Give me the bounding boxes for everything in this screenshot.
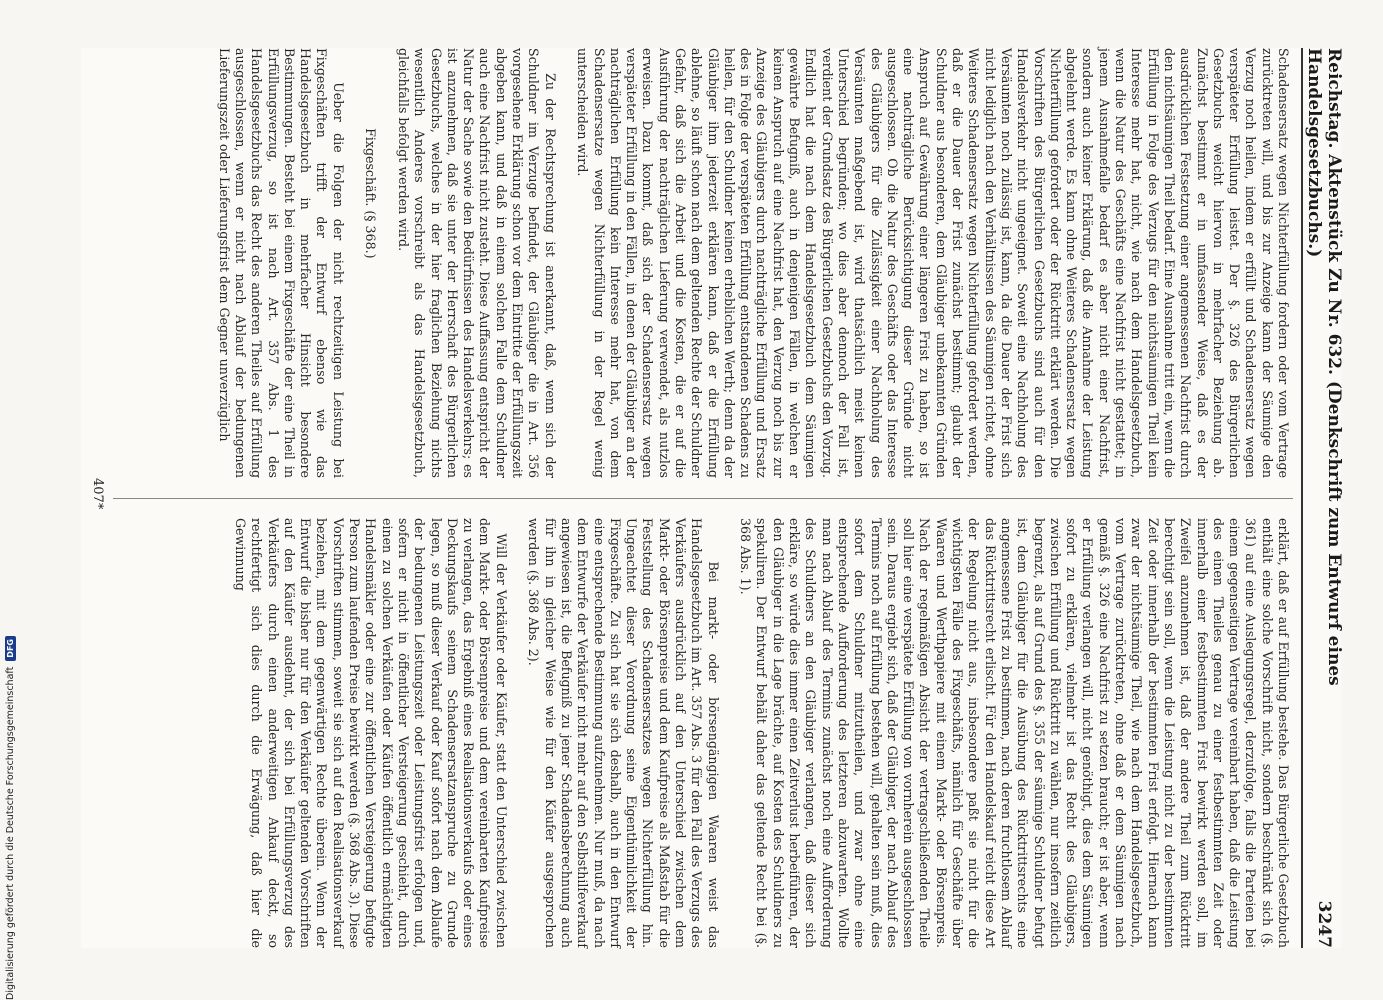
header-title: Reichstag. Aktenstück Zu Nr. 632. (Denkschrift zum Entwurf eines Handelsgesetzbuchs.) — [1304, 48, 1344, 686]
text-column-left: Schadensersatz wegen Nichterfüllung fordern oder vom Vertrage zurücktreten will, und bis zur Anzeige kann der Säumige den Verzug noch heilen, indem er erfüllt und Schadensersatz wegen verspäteter Erfüllung leistet. Der §. 326 des Bürgerlichen Gesetzbuchs weicht hiervon in mehrfacher Beziehung ab. Zunächst bestimmt er in umfassender Weise, daß es der ausdrücklichen Festsetzung einer angemessenen Nachfrist durch den nichtsäumigen Theil bedarf. Eine Ausnahme tritt ein, wenn die Erfüllung in Folge des Verzugs für den nichtsäumigen Theil kein Interesse mehr hat, nicht, wie nach dem Handelsgesetzbuch, wenn die Natur des Geschäfts eine Nachfrist nicht gestattet; in jenem Ausnahmefalle bedarf es aber nicht einer Nachfrist, sondern auch keiner Erklärung, daß die Annahme der Leistung abgelehnt werde. Es kann ohne Weiteres Schadensersatz wegen Nichterfüllung gefordert oder der Rücktritt erklärt werden. Die Vorschriften des Bürgerlichen Gesetzbuchs sind auch für den Handelsverkehr nicht ungeeignet. Soweit eine Nachholung des Versäumten noch zulässig ist, kann, da die Dauer der Frist sich nicht lediglich nach den Verhältnissen des Säumigen richtet, ohne Weiteres Schadensersatz wegen Nichterfüllung gefordert werden, daß er die Dauer der Frist zunächst bestimmt; glaubt der Schuldner aus besonderen, dem Gläubiger unbekannten Gründen Anspruch auf Gewährung einer längeren Frist zu haben, so ist eine nachträgliche Berücksichtigung dieser Gründe nicht ausgeschlossen. Ob die Natur des Geschäfts oder das Interesse des Gläubigers für die Zulässigkeit einer Nachholung des Versäumten maßgebend ist, wird thatsächlich meist keinen Unterschied begründen; wo dies aber dennoch der Fall ist, verdient der Grundsatz des Bürgerlichen Gesetzbuchs den Vorzug. Endlich hat die nach dem Handelsgesetzbuch dem Säumigen gewährte Befugniß, auch in denjenigen Fällen, in welchen er keinen Anspruch auf eine Nachfrist hat, den Verzug noch bis zur Anzeige des Gläubigers durch nachträgliche Erfüllung und Ersatz des in Folge der verspäteten Erfüllung entstandenen Schadens zu heilen, für den Schuldner keinen erheblichen Werth; denn da der Gläubiger ihm jederzeit erklären kann, daß er die Erfüllung ablehne, so läuft schon nach dem geltenden Rechte der Schuldner Gefahr, daß sich die Arbeit und die Kosten, die er auf die Ausführung der nachträglichen Lieferung verwendet, als nutzlos erweisen. Dazu kommt, daß sich der Schadensersatz wegen verspäteter Erfüllung in den Fällen, in denen der Gläubiger an der nachträglichen Erfüllung kein Interesse mehr hat, von dem Schadensersatze wegen Nichterfüllung in der Regel wenig unterscheiden wird. Zu der Rechtsprechung ist anerkannt, daß, wenn sich der Schuldner im Verzuge befindet, der Gläubiger die in Art. 356 vorgesehene Erklärung schon vor dem Eintritte der Erfüllungszeit abgeben kann, und daß in einem solchen Falle dem Schuldner auch eine Nachfrist nicht zusteht. Diese Auffassung entspricht der Natur der Sache sowie den Bedürfnissen des Handelsverkehrs; es ist anzunehmen, daß sie unter der Herrschaft des Bürgerlichen Gesetzbuchs, welches in der hier fraglichen Beziehung nichts wesentlich Anderes vorschreibt als das Handelsgesetzbuch, gleichfalls befolgt werden wird. Fixgeschäft. (§ 368.) Ueber die Folgen der nicht rechtzeitigen Leistung bei Fixgeschäften trifft der Entwurf ebenso wie das Handelsgesetzbuch in mehrfacher Hinsicht besondere Bestimmungen. Besteht bei einem Fixgeschäfte der eine Theil in Erfüllungsverzug, so ist nach Art. 357 Abs. 1 des Handelsgesetzbuchs das Recht des anderen Theiles auf Erfüllung ausgeschlossen, wenn er nicht nach Ablauf der bedungenen Lieferungszeit oder Lieferungsfrist dem Gegner unverzüglich — [216, 48, 1291, 478]
column-divider — [113, 498, 1293, 499]
text-column-right: erklärt, daß er auf Erfüllung bestehe. Das Bürgerliche Gesetzbuch enthält eine solche Vorschrift nicht, sondern beschränkt sich (§. 361) auf eine Auslegungsregel, derzufolge, falls die Parteien bei einem gegenseitigen Vertrage vereinbart haben, daß die Leistung des einen Theiles genau zu einer festbestimmten Zeit oder innerhalb einer festbestimmten Frist bewirkt werden soll, im Zweifel anzunehmen ist, daß der andere Theil zum Rücktritt berechtigt sein soll, wenn die Leistung nicht zu der bestimmten Zeit oder innerhalb der bestimmten Frist erfolgt. Hiernach kann zwar der nichtsäumige Theil, wie nach dem Handelsgesetzbuch, vom Vertrage zurücktreten, ohne daß er dem Säumigen nach gemäß §. 326 eine Nachfrist zu setzen braucht; er ist aber, wenn er Erfüllung verlangen will, nicht genöthigt, dies dem Säumigen sofort zu erklären, vielmehr ist das Recht des Gläubigers, zwischen Erfüllung und Rücktritt zu wählen, nur insofern zeitlich begrenzt, als auf Grund des §. 355 der säumige Schuldner befugt ist, dem Gläubiger für die Ausübung des Rücktrittsrechts eine angemessene Frist zu bestimmen, nach deren fruchtlosem Ablauf das Rücktrittsrecht erlischt. Für den Handelskauf reicht diese Art der Regelung nicht aus, insbesondere paßt sie nicht für die wichtigsten Fälle des Fixgeschäfts, nämlich für Geschäfte über Waaren und Werthpapiere mit einem Markt- oder Börsenpreis. Nach der regelmäßigen Absicht der vertragschließenden Theile soll hier eine verspätete Erfüllung von vornherein ausgeschlossen sein. Daraus ergiebt sich, daß der Gläubiger, der nach Ablauf des Termins noch auf Erfüllung bestehen will, gehalten sein muß, dies sofort dem Schuldner mitzutheilen, und zwar ohne eine entsprechende Aufforderung des letzteren abzuwarten. Wollte man nach Ablauf des Termins zunächst noch eine Aufforderung des Schuldners an den Gläubiger verlangen, daß dieser sich erkläre, so würde dies immer einen Zeitverlust herbeiführen, der den Gläubiger in die Lage brächte, auf Kosten des Schuldners zu spekuliren. Der Entwurf behält daher das geltende Recht bei (§. 368 Abs. 1). Bei markt- oder börsengängigen Waaren weist das Handelsgesetzbuch im Art. 357 Abs. 3 für den Fall des Verzugs des Verkäufers ausdrücklich auf den Unterschied zwischen dem Markt- oder Börsenpreise und dem Kaufpreise als Maßstab für die Feststellung des Schadensersatzes wegen Nichterfüllung hin. Ungeachtet dieser Verordnung seine Eigenthümlichkeit der Fixgeschäfte. Zu sich hat sie sich deshalb, auch in den Entwurf eine entsprechende Bestimmung aufzunehmen. Nur muß, da nach dem Entwurfe der Verkäufer nicht mehr auf den Selbsthilfeverkauf angewiesen ist, die Befugniß zu jener Schadensberechnung auch für ihn in gleicher Weise wie für den Käufer ausgesprochen werden (§. 368 Abs. 2). Will der Verkäufer oder Käufer, statt den Unterschied zwischen dem Markt- oder Börsenpreise und dem vereinbarten Kaufpreise zu verlangen, das Ergebniß eines Realisationsverkaufs oder eines Deckungskaufs seinem Schadensersatzanspruche zu Grunde legen, so muß dieser Verkauf oder Kauf sofort nach dem Ablaufe der bedungenen Leistungszeit oder Leistungsfrist erfolgen und, sofern er nicht in öffentlicher Versteigerung geschieht, durch einen zu solchen Verkäufen oder Käufen öffentlich ermächtigten Handelsmäkler oder eine zur öffentlichen Versteigerung befugte Person zum laufenden Preise bewirkt werden (§. 368 Abs. 3). Diese Vorschriften stimmen, soweit sie sich auf den Realisationsverkauf beziehen, mit dem gegenwärtigen Rechte überein. Wenn der Entwurf die bisher nur für den Verkäufer geltenden Vorschriften auf den Käufer ausdehnt, der sich bei Erfüllungsverzug des Verkäufers durch einen anderweitigen Ankauf deckt, so rechtfertigt sich dies durch die Erwägung, daß hier die Gewinnung — [233, 518, 1291, 948]
credit-text: Digitalisierung gefördert durch die Deutsche Forschungsgemeinschaft — [4, 666, 16, 1000]
header-rule — [1301, 48, 1303, 948]
footer-folio: 407* — [90, 478, 105, 510]
rotated-scan-page — [81, 48, 1344, 948]
running-header — [1304, 48, 1344, 948]
digitization-credit — [4, 636, 16, 1000]
dfg-logo: DFG — [5, 636, 16, 661]
page-number: 3247 — [1314, 900, 1334, 948]
